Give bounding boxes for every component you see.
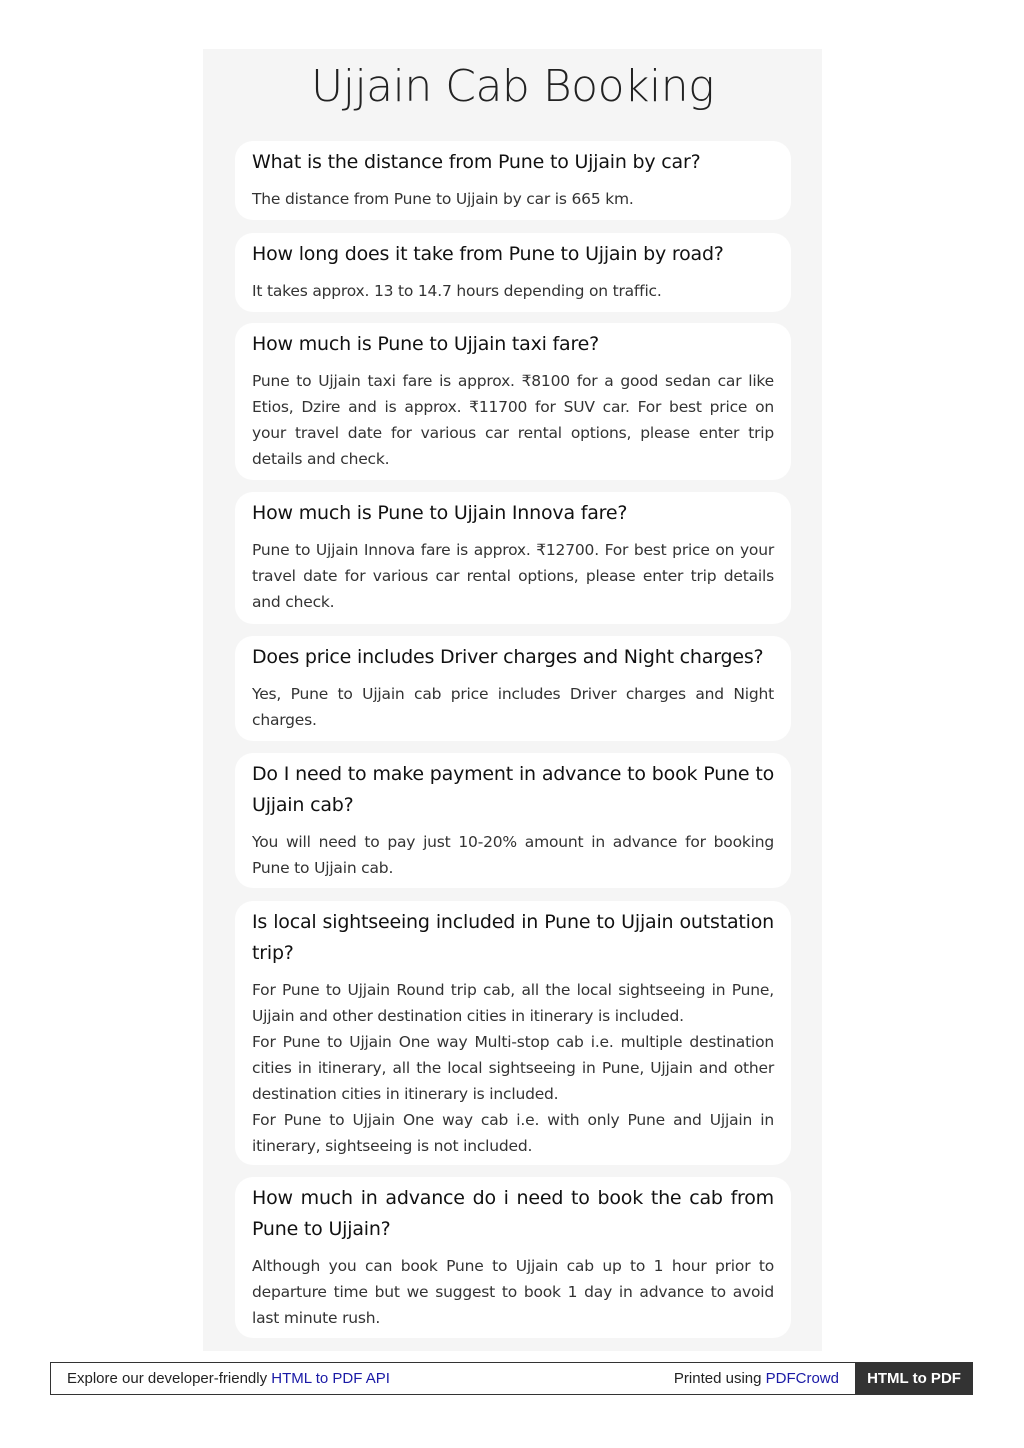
faq-card [235,141,791,220]
faq-answer [252,278,774,304]
faq-answer-paragraph: Pune to Ujjain taxi fare is approx. ₹8100 for a good sedan car like Etios, Dzire and is approx. ₹11700 for SUV car. For best price on your travel date for various car rental options, please enter trip details and check. [252,372,774,468]
faq-card [235,636,791,741]
faq-answer [252,537,774,615]
faq-question: How much is Pune to Ujjain Innova fare? [252,502,628,524]
faq-question: How much in advance do i need to book the cab from Pune to Ujjain? [252,1187,774,1240]
footer-printed [674,1363,839,1394]
footer-explore [67,1363,390,1394]
faq-question: Do I need to make payment in advance to book Pune to Ujjain cab? [252,763,774,816]
faq-question: What is the distance from Pune to Ujjain by car? [252,151,701,173]
faq-container [203,49,822,1351]
footer-printed-text: Printed using [673,1370,766,1387]
faq-answer [252,977,774,1159]
faq-question: Is local sightseeing included in Pune to Ujjain outstation trip? [252,911,774,964]
pdfcrowd-footer [50,1362,973,1395]
faq-card [235,323,791,480]
faq-answer [252,829,774,881]
faq-card [235,753,791,888]
faq-card [235,1177,791,1338]
faq-answer-paragraph: For Pune to Ujjain One way cab i.e. with only Pune and Ujjain in itinerary, sightseeing is not included. [252,1111,774,1155]
faq-answer [252,681,774,733]
page-title: Ujjain Cab Booking [311,61,714,112]
pdfcrowd-link[interactable]: PDFCrowd [765,1370,839,1387]
faq-answer [252,186,774,212]
faq-answer-paragraph: The distance from Pune to Ujjain by car is 665 km. [252,190,634,208]
faq-answer-paragraph: Although you can book Pune to Ujjain cab up to 1 hour prior to departure time but we suggest to book 1 day in advance to avoid last minute rush. [252,1257,774,1327]
faq-question: How long does it take from Pune to Ujjain by road? [252,243,724,265]
faq-answer-paragraph: Pune to Ujjain Innova fare is approx. ₹12700. For best price on your travel date for various car rental options, please enter trip details and check. [252,541,774,611]
faq-question: How much is Pune to Ujjain taxi fare? [252,333,600,355]
html-to-pdf-api-link[interactable]: HTML to PDF API [271,1370,390,1387]
faq-question: Does price includes Driver charges and Night charges? [252,646,764,668]
footer-explore-text: Explore our developer-friendly [67,1370,272,1387]
faq-answer-paragraph: Yes, Pune to Ujjain cab price includes Driver charges and Night charges. [252,685,774,729]
faq-answer-paragraph: You will need to pay just 10-20% amount in advance for booking Pune to Ujjain cab. [252,833,774,877]
faq-answer-paragraph: For Pune to Ujjain One way Multi-stop cab i.e. multiple destination cities in itinerary, all the local sightseeing in Pune, Ujjain and other destination cities in itinerary is included. [252,1033,774,1103]
faq-card [235,901,791,1165]
faq-answer-paragraph: It takes approx. 13 to 14.7 hours depending on traffic. [252,282,662,300]
faq-answer-paragraph: For Pune to Ujjain Round trip cab, all the local sightseeing in Pune, Ujjain and other destination cities in itinerary is included. [252,981,774,1025]
faq-answer [252,368,774,472]
faq-card [235,492,791,624]
faq-card [235,233,791,312]
html-to-pdf-badge[interactable]: HTML to PDF [855,1362,973,1395]
faq-answer [252,1253,774,1331]
